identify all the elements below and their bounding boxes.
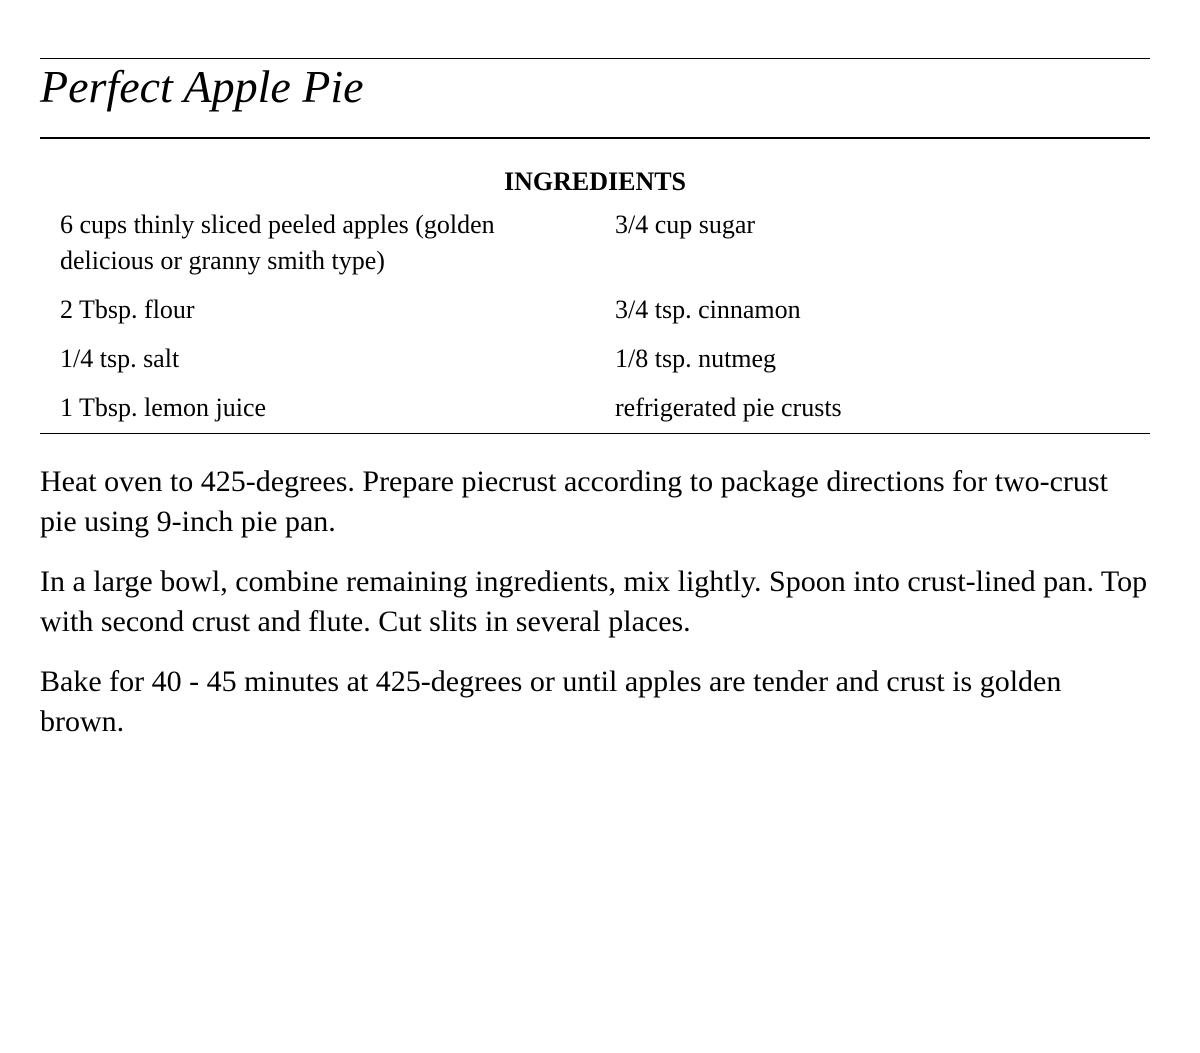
recipe-page	[40, 58, 1150, 762]
ingredient-item: 6 cups thinly sliced peeled apples (golden delicious or granny smith type)	[60, 210, 495, 275]
direction-step: Bake for 40 - 45 minutes at 425-degrees or until apples are tender and crust is golden brown.	[40, 665, 1062, 738]
directions	[40, 462, 1150, 742]
title-divider	[40, 137, 1150, 139]
ingredient-item: 3/4 tsp. cinnamon	[615, 295, 801, 324]
ingredient-item: 1/4 tsp. salt	[60, 344, 180, 373]
ingredients-list	[40, 201, 1150, 433]
recipe-title: Perfect Apple Pie	[40, 61, 364, 112]
ingredient-item: 2 Tbsp. flour	[60, 295, 195, 324]
ingredients-heading: INGREDIENTS	[503, 167, 687, 196]
ingredient-item: 1/8 tsp. nutmeg	[615, 344, 777, 373]
direction-step: In a large bowl, combine remaining ingredients, mix lightly. Spoon into crust-lined pan. Top with second crust and flute. Cut slits in several places.	[40, 565, 1148, 638]
ingredient-item: refrigerated pie crusts	[615, 393, 842, 422]
ingredient-item: 3/4 cup sugar	[615, 210, 756, 239]
ingredients-divider	[40, 433, 1150, 434]
ingredient-item: 1 Tbsp. lemon juice	[60, 393, 267, 422]
direction-step: Heat oven to 425-degrees. Prepare piecrust according to package directions for two-crust pie using 9-inch pie pan.	[40, 465, 1108, 538]
